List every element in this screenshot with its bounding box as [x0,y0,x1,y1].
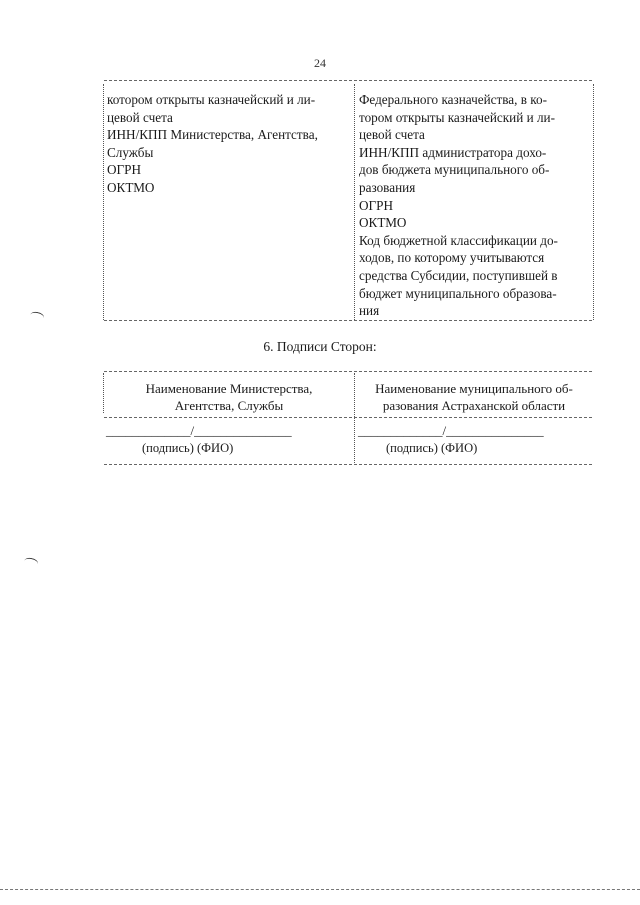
requisites-right-line: Код бюджетной классификации до- [359,232,558,248]
signatures-table-bottom-border [104,464,592,465]
requisites-left-line: котором открыты казначейский и ли- [107,92,316,107]
requisites-right-line: ОКТМО [359,215,407,231]
page-bottom-edge [0,889,640,890]
requisites-left-line: ИНН/КПП Министерства, Агентства, [107,127,318,143]
requisites-left-line: Службы [107,144,154,160]
signatures-left-heading-line: Наименование Министерства, [145,381,313,396]
requisites-right-line: средства Субсидии, поступившей в [359,267,558,283]
requisites-left-line: ОКТМО [107,179,155,195]
requisites-left-border [103,84,104,320]
signatures-left-heading [104,380,354,414]
requisites-left-line: ОГРН [107,162,142,178]
left-signature-line: _____________/_______________ [106,423,292,438]
signatures-left-heading-line: Агентства, Службы [174,398,284,413]
signatures-table-top-border [104,371,592,372]
requisites-right-line: тором открыты казначейский и ли- [359,109,555,125]
requisites-right-line: ходов, по которому учитываются [359,250,545,266]
requisites-table-bottom-border [104,320,592,321]
page-number: 24 [314,56,326,70]
requisites-right-cell [359,91,558,320]
requisites-right-border [593,84,594,320]
requisites-right-line: дов бюджета муниципального об- [359,162,550,178]
signatures-right-heading-line: Наименование муниципального об- [375,381,573,396]
requisites-right-line: цевой счета [359,127,425,143]
requisites-right-line: разования [359,179,416,195]
left-signature-caption: (подпись) (ФИО) [142,441,234,455]
margin-mark [23,557,39,569]
signatures-right-heading [356,380,592,414]
right-signature-line: _____________/_______________ [358,423,544,438]
requisites-left-line: цевой счета [107,109,173,125]
requisites-right-line: бюджет муниципального образова- [359,285,557,301]
requisites-right-line: ИНН/КПП администратора дохо- [359,144,547,160]
right-signature-caption: (подпись) (ФИО) [386,441,478,455]
signatures-heading-divider [104,417,592,418]
margin-mark [29,311,45,323]
requisites-column-divider [354,84,355,320]
requisites-right-line: ния [359,303,380,319]
signatures-right-heading-line: разования Астраханской области [382,398,566,413]
signatures-section-title: 6. Подписи Сторон: [263,339,377,354]
requisites-right-line: ОГРН [359,197,394,213]
requisites-table-top-border [104,80,592,81]
requisites-left-cell [107,91,318,197]
signatures-column-divider [354,373,355,465]
requisites-right-line: Федерального казначейства, в ко- [359,92,547,107]
